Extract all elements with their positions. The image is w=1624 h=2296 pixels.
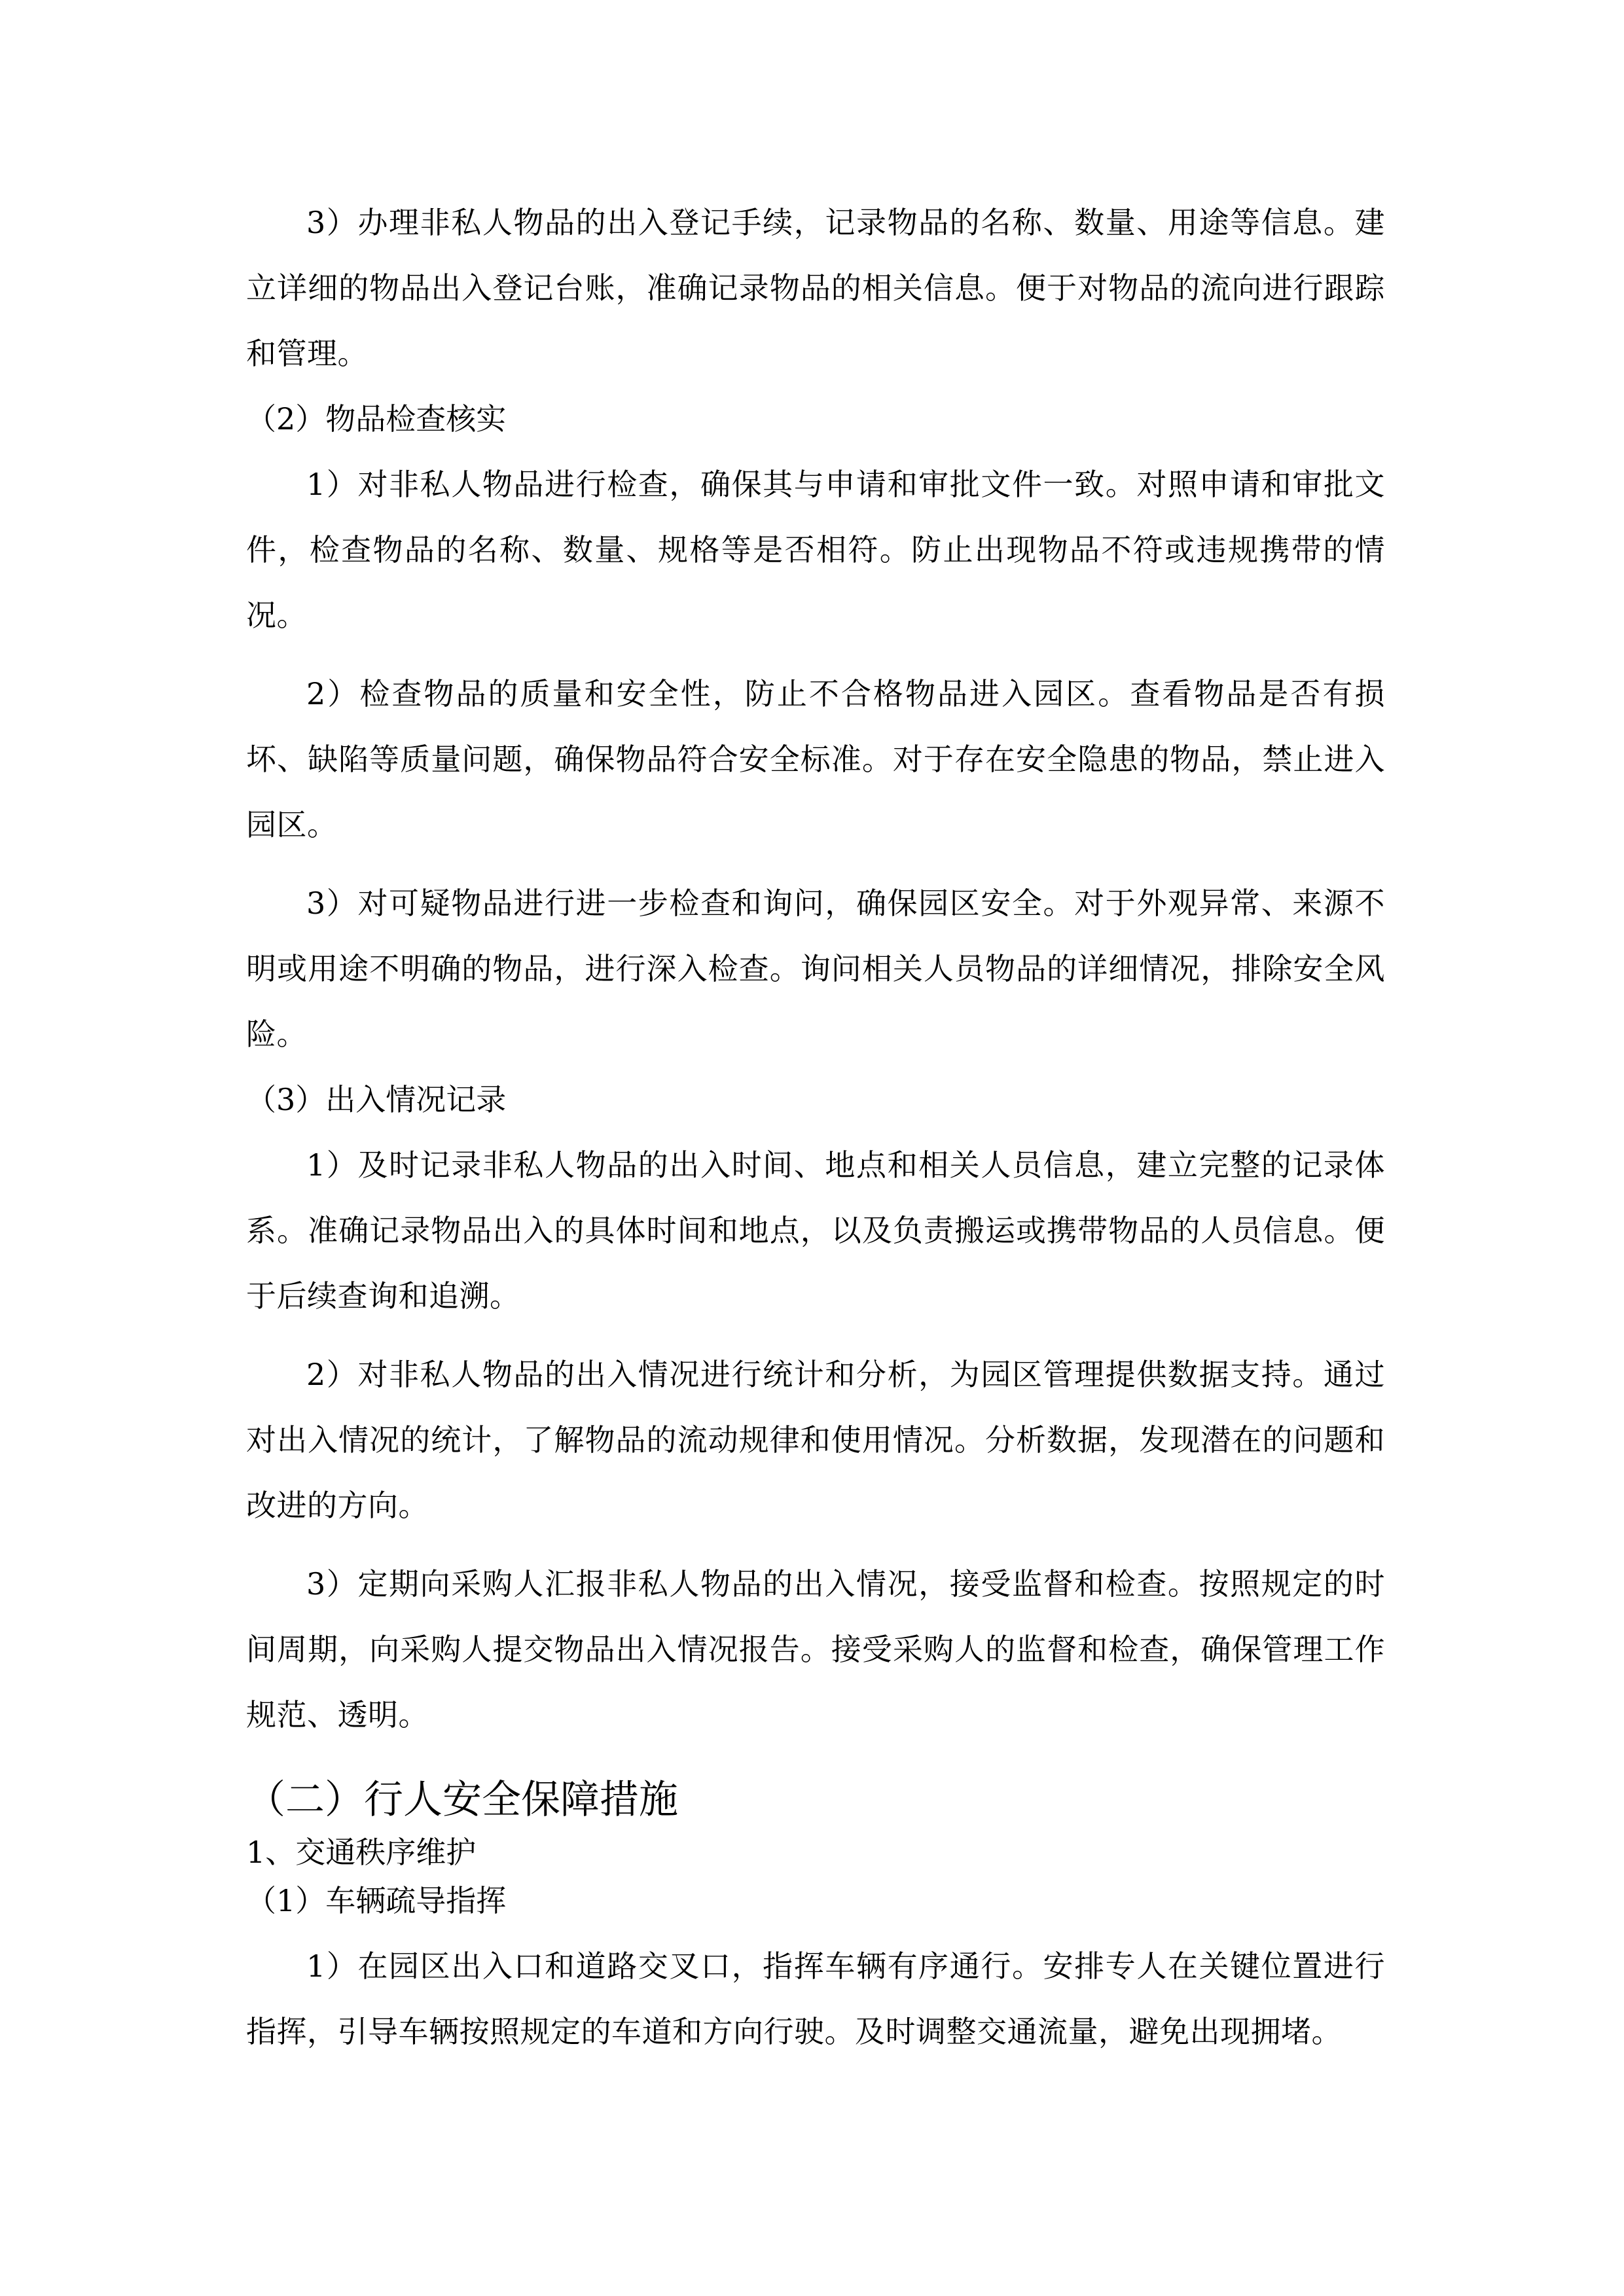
section-heading-pedestrian-safety: （二）行人安全保障措施 (246, 1777, 678, 1823)
paragraph-inspection-2: 2）检查物品的质量和安全性，防止不合格物品进入园区。查看物品是否有损坏、缺陷等质量问题，确保物品符合安全标准。对于存在安全隐患的物品，禁止进入园区。 (246, 676, 1385, 842)
paragraph-registration: 3）办理非私人物品的出入登记手续，记录物品的名称、数量、用途等信息。建立详细的物品出入登记台账，准确记录物品的相关信息。便于对物品的流向进行跟踪和管理。 (246, 205, 1385, 371)
paragraph-vehicle-guidance-1: 1）在园区出入口和道路交叉口，指挥车辆有序通行。安排专人在关键位置进行指挥，引导车辆按照规定的车道和方向行驶。及时调整交通流量，避免出现拥堵。 (246, 1948, 1385, 2049)
paragraph-inspection-3: 3）对可疑物品进行进一步检查和询问，确保园区安全。对于外观异常、来源不明或用途不明确的物品，进行深入检查。询问相关人员物品的详细情况，排除安全风险。 (246, 886, 1385, 1052)
paragraph-record-3: 3）定期向采购人汇报非私人物品的出入情况，接受监督和检查。按照规定的时间周期，向采购人提交物品出入情况报告。接受采购人的监督和检查，确保管理工作规范、透明。 (246, 1566, 1385, 1732)
paragraph-record-1: 1）及时记录非私人物品的出入时间、地点和相关人员信息，建立完整的记录体系。准确记录物品出入的具体时间和地点，以及负责搬运或携带物品的人员信息。便于后续查询和追溯。 (246, 1147, 1385, 1314)
heading-entry-exit-record: （3）出入情况记录 (246, 1082, 507, 1117)
subsection-heading-traffic-order: 1、交通秩序维护 (246, 1835, 477, 1870)
paragraph-record-2: 2）对非私人物品的出入情况进行统计和分析，为园区管理提供数据支持。通过对出入情况的统计，了解物品的流动规律和使用情况。分析数据，发现潜在的问题和改进的方向。 (246, 1357, 1385, 1523)
page-body (246, 190, 1385, 2077)
heading-item-inspection: （2）物品检查核实 (246, 401, 507, 437)
heading-vehicle-guidance: （1）车辆疏导指挥 (246, 1883, 507, 1918)
paragraph-inspection-1: 1）对非私人物品进行检查，确保其与申请和审批文件一致。对照申请和审批文件，检查物品的名称、数量、规格等是否相符。防止出现物品不符或违规携带的情况。 (246, 467, 1385, 633)
